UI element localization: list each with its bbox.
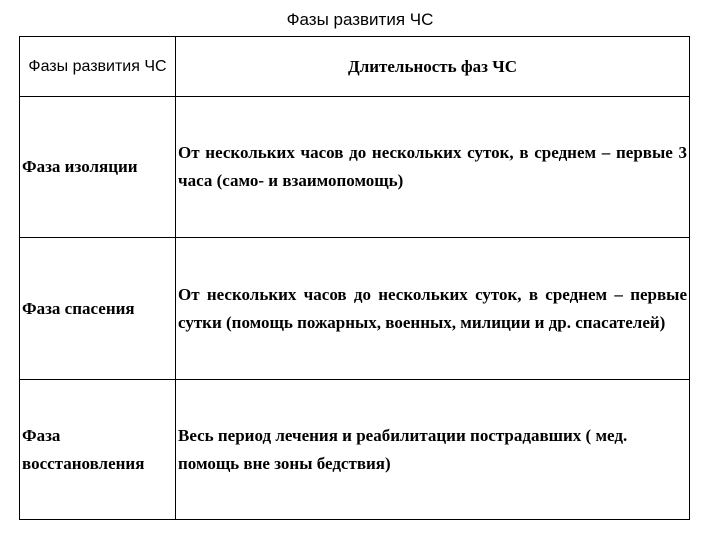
phase-cell: Фаза изоляции: [20, 97, 176, 238]
phase-cell: Фаза спасения: [20, 238, 176, 380]
duration-cell: От нескольких часов до нескольких суток, в среднем – первые сутки (помощь пожарных, военных, милиции и др. спасателей): [176, 238, 690, 380]
duration-cell: От нескольких часов до нескольких суток, в среднем – первые 3 часа (само- и взаимопомощь): [176, 97, 690, 238]
phase-cell: Фаза восстановления: [20, 380, 176, 520]
slide-title: Фазы развития ЧС: [286, 10, 434, 29]
table-row: [20, 380, 690, 520]
header-duration: Длительность фаз ЧС: [176, 37, 690, 97]
header-phase: Фазы развития ЧС: [20, 37, 176, 97]
table-row: [20, 238, 690, 380]
table-header-row: [20, 37, 690, 97]
table-row: [20, 97, 690, 238]
phases-table: [19, 36, 690, 520]
duration-cell: Весь период лечения и реабилитации пострадавших ( мед. помощь вне зоны бедствия): [176, 380, 690, 520]
